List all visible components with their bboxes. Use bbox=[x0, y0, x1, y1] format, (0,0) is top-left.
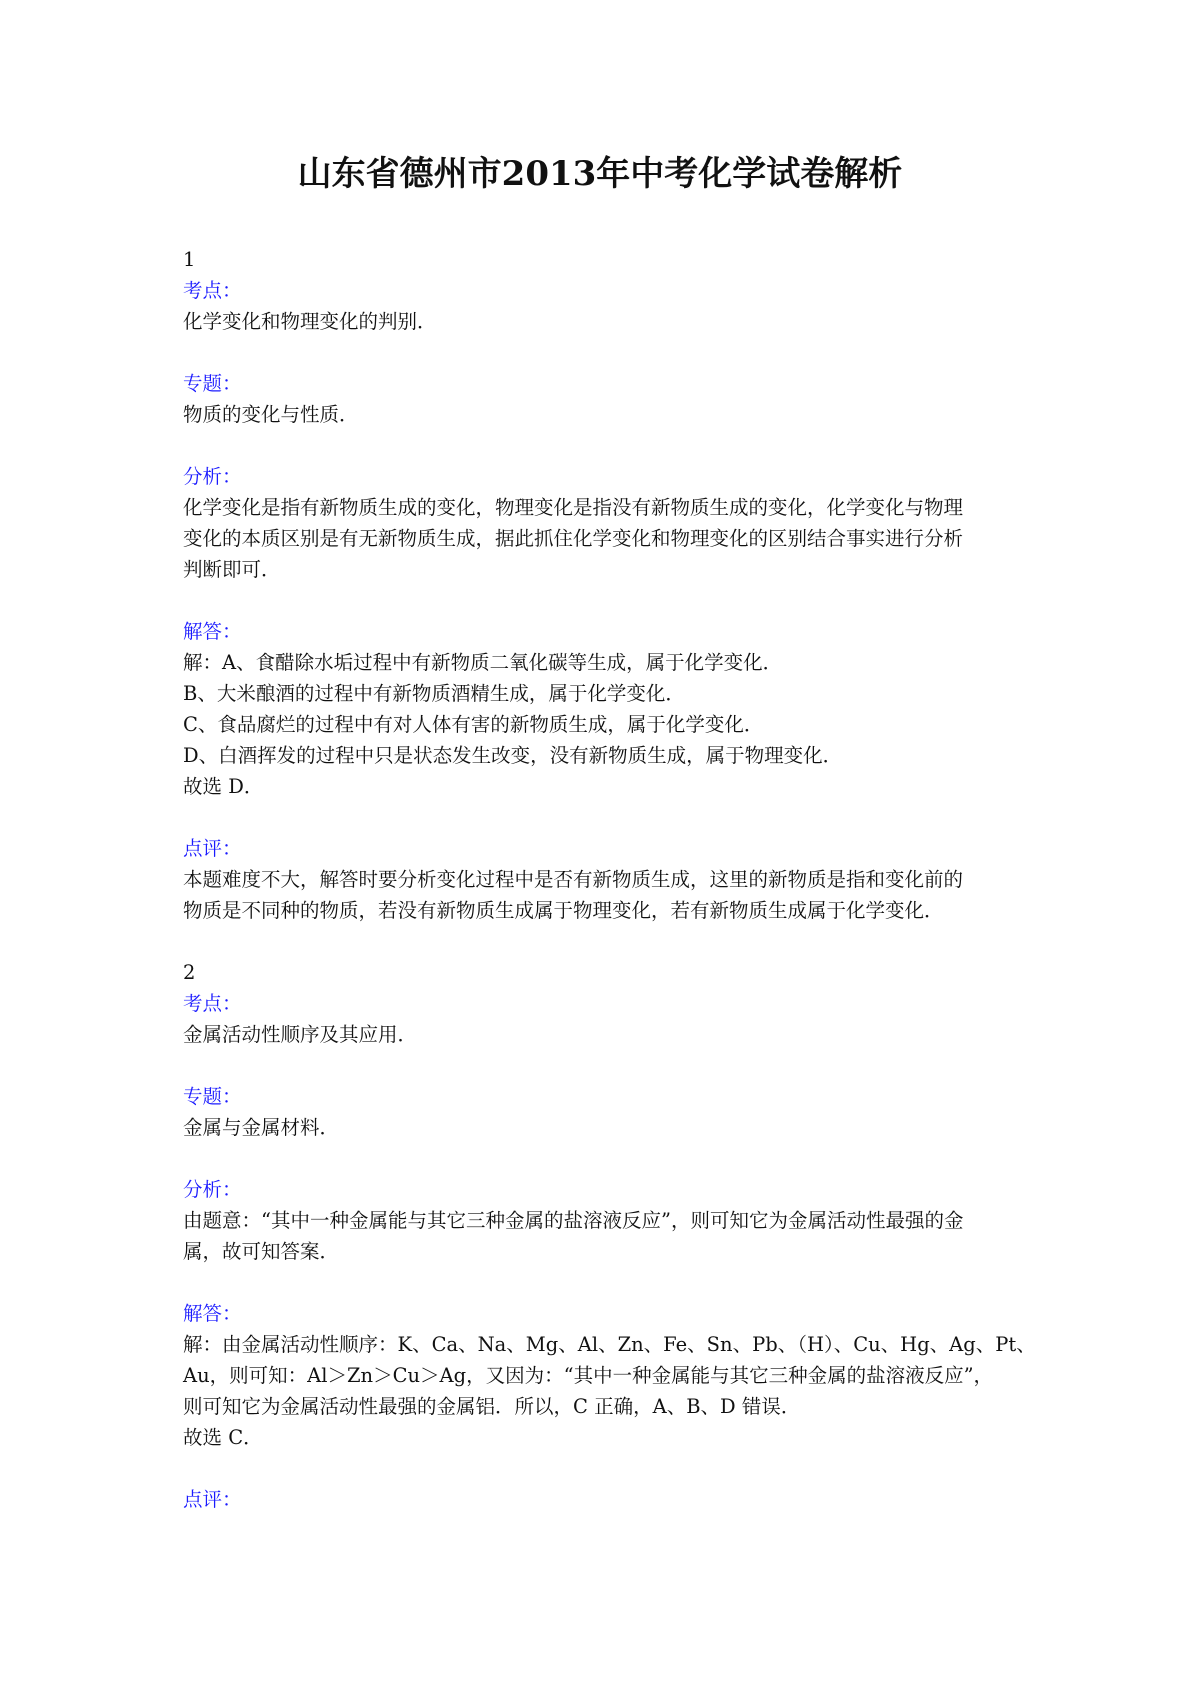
section-label: 分析： bbox=[183, 1178, 242, 1201]
section-line: 判断即可． bbox=[183, 558, 281, 581]
section-line: 故选 D． bbox=[183, 775, 264, 798]
section-kaodian bbox=[183, 988, 1033, 1050]
section-dianping bbox=[183, 1484, 1033, 1515]
section-line: 解：A、食醋除水垢过程中有新物质二氧化碳等生成，属于化学变化． bbox=[183, 651, 783, 674]
section-line: 由题意：“其中一种金属能与其它三种金属的盐溶液反应”，则可知它为金属活动性最强的金 bbox=[183, 1209, 964, 1232]
section-line: 化学变化和物理变化的判别． bbox=[183, 310, 437, 333]
section-label: 分析： bbox=[183, 465, 242, 488]
section-label: 点评： bbox=[183, 1488, 242, 1511]
section-label: 专题： bbox=[183, 372, 242, 395]
section-label: 专题： bbox=[183, 1085, 242, 1108]
section-fenxi bbox=[183, 461, 1033, 585]
question-number: 2 bbox=[183, 961, 196, 984]
section-dianping bbox=[183, 833, 1033, 926]
section-line: 物质是不同种的物质，若没有新物质生成属于物理变化，若有新物质生成属于化学变化． bbox=[183, 899, 944, 922]
section-line: D、白酒挥发的过程中只是状态发生改变，没有新物质生成，属于物理变化． bbox=[183, 744, 843, 767]
section-line: 化学变化是指有新物质生成的变化，物理变化是指没有新物质生成的变化，化学变化与物理 bbox=[183, 496, 964, 519]
section-line: B、大米酿酒的过程中有新物质酒精生成，属于化学变化． bbox=[183, 682, 685, 705]
question-number: 1 bbox=[183, 248, 196, 271]
section-zhuanti bbox=[183, 1081, 1033, 1143]
document-content bbox=[183, 244, 1036, 1546]
section-line: Au，则可知：Al＞Zn＞Cu＞Ag，又因为：“其中一种金属能与其它三种金属的盐溶液反应”， bbox=[183, 1364, 994, 1387]
section-zhuanti bbox=[183, 368, 1033, 430]
section-line: 解：由金属活动性顺序：K、Ca、Na、Mg、Al、Zn、Fe、Sn、Pb、（H）、Cu、Hg、Ag、Pt、 bbox=[183, 1333, 1036, 1356]
section-label: 点评： bbox=[183, 837, 242, 860]
section-line: C、食品腐烂的过程中有对人体有害的新物质生成，属于化学变化． bbox=[183, 713, 764, 736]
section-label: 解答： bbox=[183, 620, 242, 643]
section-line: 故选 C． bbox=[183, 1426, 263, 1449]
section-line: 金属活动性顺序及其应用． bbox=[183, 1023, 418, 1046]
section-kaodian bbox=[183, 275, 1033, 337]
question-2 bbox=[183, 957, 1036, 1515]
section-label: 考点： bbox=[183, 992, 242, 1015]
section-label: 解答： bbox=[183, 1302, 242, 1325]
section-line: 则可知它为金属活动性最强的金属铝．所以，C 正确，A、B、D 错误． bbox=[183, 1395, 801, 1418]
section-jieda bbox=[183, 1298, 1036, 1453]
section-line: 物质的变化与性质． bbox=[183, 403, 359, 426]
section-line: 本题难度不大，解答时要分析变化过程中是否有新物质生成，这里的新物质是指和变化前的 bbox=[183, 868, 964, 891]
section-label: 考点： bbox=[183, 279, 242, 302]
section-line: 变化的本质区别是有无新物质生成，据此抓住化学变化和物理变化的区别结合事实进行分析 bbox=[183, 527, 964, 550]
section-fenxi bbox=[183, 1174, 1033, 1267]
document-title: 山东省德州市2013年中考化学试卷解析 bbox=[297, 154, 903, 194]
section-jieda bbox=[183, 616, 1033, 802]
question-1 bbox=[183, 244, 1033, 926]
section-line: 金属与金属材料． bbox=[183, 1116, 340, 1139]
section-line: 属，故可知答案． bbox=[183, 1240, 340, 1263]
